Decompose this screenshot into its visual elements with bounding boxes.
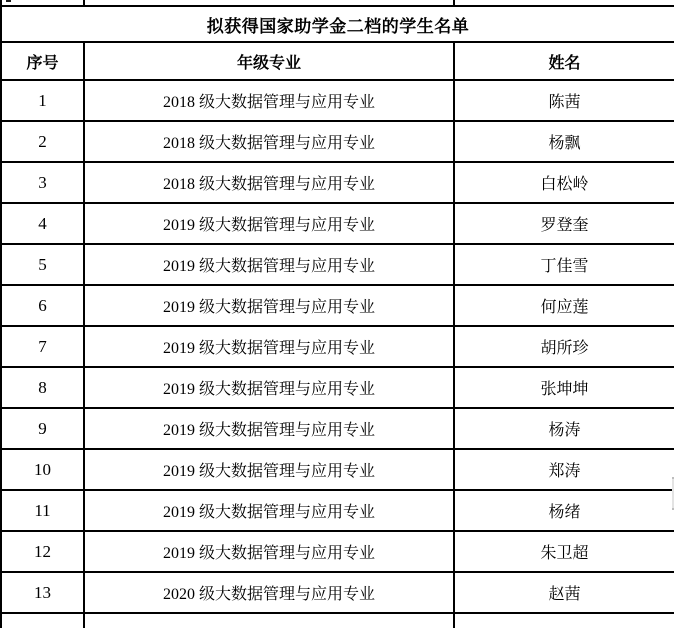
major-cell: 2020 级大数据管理与应用专业: [84, 572, 454, 613]
major-cell: 2018 级大数据管理与应用专业: [84, 80, 454, 121]
table-row: [1, 449, 674, 490]
major-cell: 2019 级大数据管理与应用专业: [84, 449, 454, 490]
major-cell: 2018 级大数据管理与应用专业: [84, 162, 454, 203]
name-cell: 杨涛: [454, 408, 674, 449]
cropped-bottom-cell: [454, 613, 674, 628]
name-cell: 杨绪: [454, 490, 674, 531]
table-row: [1, 490, 674, 531]
name-cell: 白松岭: [454, 162, 674, 203]
name-cell: 何应莲: [454, 285, 674, 326]
name-cell: 丁佳雪: [454, 244, 674, 285]
table-header-row: [1, 42, 674, 80]
row-number-cell: 12: [1, 531, 84, 572]
cropped-bottom-row: [1, 613, 674, 628]
table-row: [1, 572, 674, 613]
table-row: [1, 408, 674, 449]
column-header-name: 姓名: [454, 42, 674, 80]
table-title: 拟获得国家助学金二档的学生名单: [1, 6, 674, 42]
major-cell: 2019 级大数据管理与应用专业: [84, 244, 454, 285]
row-number-cell: 9: [1, 408, 84, 449]
row-number-cell: 5: [1, 244, 84, 285]
major-cell: 2018 级大数据管理与应用专业: [84, 121, 454, 162]
table-row: [1, 367, 674, 408]
row-number-cell: 6: [1, 285, 84, 326]
row-number-cell: 3: [1, 162, 84, 203]
row-number-cell: 11: [1, 490, 84, 531]
major-cell: 2019 级大数据管理与应用专业: [84, 531, 454, 572]
table-row: [1, 121, 674, 162]
major-cell: 2019 级大数据管理与应用专业: [84, 285, 454, 326]
table-row: [1, 203, 674, 244]
row-number-cell: 4: [1, 203, 84, 244]
major-cell: 2019 级大数据管理与应用专业: [84, 326, 454, 367]
row-number-cell: 10: [1, 449, 84, 490]
name-cell: 赵茜: [454, 572, 674, 613]
major-cell: 2019 级大数据管理与应用专业: [84, 203, 454, 244]
major-cell: 2019 级大数据管理与应用专业: [84, 408, 454, 449]
name-cell: 郑涛: [454, 449, 674, 490]
table-row: [1, 244, 674, 285]
row-number-cell: 7: [1, 326, 84, 367]
name-cell: 杨飘: [454, 121, 674, 162]
table-title-row: [1, 6, 674, 42]
name-cell: 陈茜: [454, 80, 674, 121]
name-cell: 张坤坤: [454, 367, 674, 408]
column-header-no: 序号: [1, 42, 84, 80]
row-number-cell: 8: [1, 367, 84, 408]
column-header-major: 年级专业: [84, 42, 454, 80]
cropped-bottom-cell: [84, 613, 454, 628]
table-row: [1, 80, 674, 121]
table-row: [1, 285, 674, 326]
table-row: [1, 162, 674, 203]
table-row: [1, 531, 674, 572]
name-cell: 罗登奎: [454, 203, 674, 244]
row-number-cell: 13: [1, 572, 84, 613]
major-cell: 2019 级大数据管理与应用专业: [84, 367, 454, 408]
major-cell: 2019 级大数据管理与应用专业: [84, 490, 454, 531]
table-row: [1, 326, 674, 367]
table-body: [1, 80, 674, 613]
name-cell: 胡所珍: [454, 326, 674, 367]
row-number-cell: 2: [1, 121, 84, 162]
name-cell: 朱卫超: [454, 531, 674, 572]
cropped-bottom-cell: [1, 613, 84, 628]
row-number-cell: 1: [1, 80, 84, 121]
